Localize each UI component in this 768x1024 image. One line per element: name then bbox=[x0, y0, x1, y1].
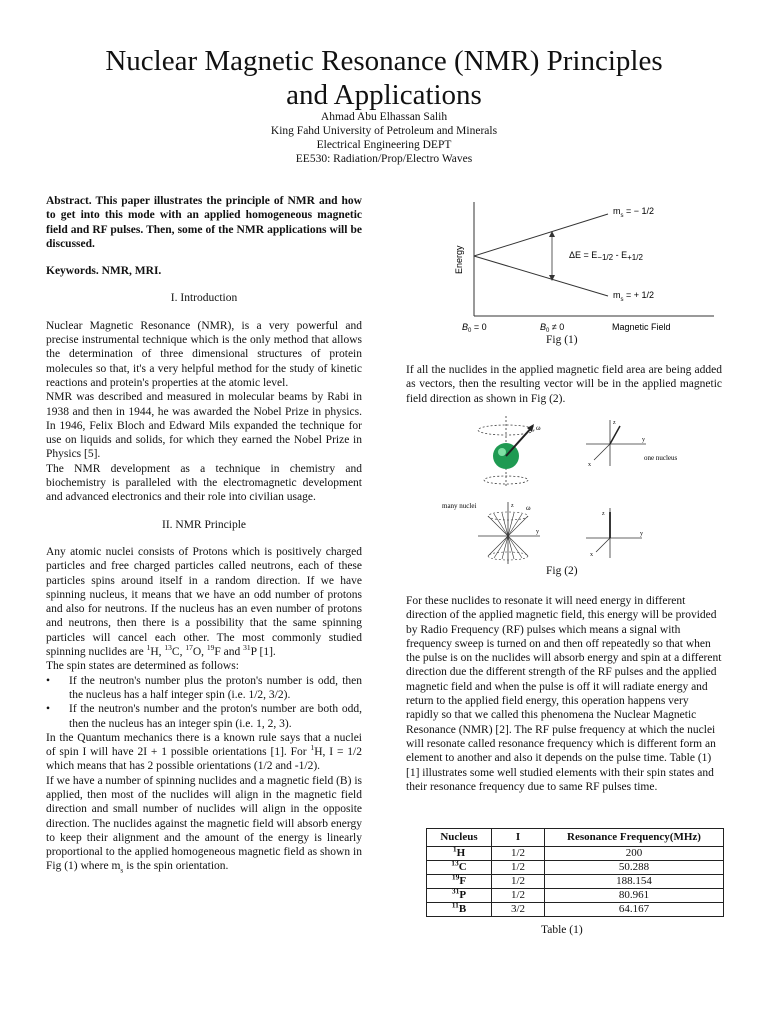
frequency-cell: 80.961 bbox=[545, 889, 724, 903]
lower-spin-label: $m_s$ = + 1/2 bbox=[613, 290, 655, 303]
spin-cell: 3/2 bbox=[492, 903, 545, 917]
abstract: Abstract. This paper illustrates the principle of NMR and how to get into this mode with an applied homogeneous magnetic field and RF pulses. Then, some of the NMR applications will be discussed. bbox=[46, 195, 362, 250]
author-block bbox=[0, 110, 768, 166]
title-line-1: Nuclear Magnetic Resonance (NMR) Principles bbox=[105, 45, 663, 77]
single-nucleus-axes bbox=[586, 420, 646, 468]
principle-paragraph: Any atomic nuclei consists of Protons which is positively charged particles and free charged particles called neutrons, each of these particles spins around itself in a random direction. If we have spinning nucleus, it means that we have an odd number of protons and also for neutrons. If the nucleus has an even number of protons and neutrons, then there is a possibility that the same spinning particles will cancel each other. The most commonly studied spinning nuclides are $^1$H, $^{13}$C, $^{17}$O, $^{19}$F and $^{31}$P [1]. bbox=[46, 545, 362, 659]
left-column bbox=[46, 194, 362, 874]
svg-text:y: y bbox=[640, 531, 643, 537]
section-heading-principle: II. NMR Principle bbox=[161, 518, 246, 531]
table-row bbox=[427, 861, 724, 875]
svg-text:x: x bbox=[588, 462, 591, 468]
svg-text:z: z bbox=[613, 420, 616, 426]
spin-vector bbox=[506, 426, 533, 456]
nuclide-symbol: O, bbox=[192, 646, 207, 659]
table-row bbox=[427, 875, 724, 889]
figure-2-caption: Fig (2) bbox=[546, 565, 578, 577]
column-header: Nucleus bbox=[427, 829, 492, 847]
list-item: • If the neutron's number plus the proton's number is odd, then the nucleus has a half integer spin (i.e. 1/2, 3/2). bbox=[46, 674, 362, 701]
course: EE530: Radiation/Prop/Electro Waves bbox=[295, 153, 473, 165]
intro-paragraph-2: NMR was described and measured in molecular beams by Rabi in 1938 and then in 1944, he was awarded the Nobel Prize in physics. In 1946, Felix Bloch and Edward Mils expanded the technique for use on liquids and solids, for which they earned the Nobel Prize in Physics [5]. bbox=[46, 391, 362, 461]
nuclide-symbol: H, bbox=[150, 646, 165, 659]
list-item: • If the neutron's number and the proton's number are both odd, then the nucleus has an integer spin (i.e. 1, 2, 3). bbox=[46, 703, 362, 730]
nuclide-mass-number: 13 bbox=[164, 643, 172, 653]
lower-energy-line bbox=[474, 256, 608, 296]
table-row bbox=[427, 903, 724, 917]
quantum-paragraph-1: In the Quantum mechanics there is a known rule says that a nuclei of spin I will have 2I + 1 possible orientations [1]. For $^1$H, I = 1/2 which means that has 2 possible orientations (1/2 and -1/2). bbox=[46, 731, 362, 773]
nuclide-list bbox=[146, 643, 276, 659]
figure-1-caption: Fig (1) bbox=[546, 334, 578, 346]
spin-cell: 1/2 bbox=[492, 889, 545, 903]
frequency-cell: 200 bbox=[545, 847, 724, 861]
svg-text:ω: ω bbox=[526, 504, 531, 512]
nuclide-mass-number: 19 bbox=[206, 643, 215, 653]
frequency-cell: 188.154 bbox=[545, 875, 724, 889]
svg-text:z: z bbox=[511, 503, 514, 509]
nuclide-mass-number: 17 bbox=[185, 643, 193, 653]
b0-zero-label: $B_0 = 0$ bbox=[462, 322, 487, 334]
table-header-row bbox=[427, 829, 724, 847]
svg-text:y: y bbox=[536, 529, 539, 535]
nuclide-symbol: C, bbox=[171, 646, 186, 659]
omega-label: ω bbox=[536, 424, 541, 432]
nucleus-cell: $^{11}$B bbox=[427, 903, 492, 917]
table-row bbox=[427, 889, 724, 903]
table-caption: Table (1) bbox=[541, 924, 583, 936]
nucleus-cell: $^{13}$C bbox=[427, 861, 492, 875]
nuclide-symbol: P [1]. bbox=[250, 646, 276, 659]
one-nucleus-label: one nucleus bbox=[644, 454, 678, 462]
svg-text:y: y bbox=[642, 437, 645, 443]
nuclide-symbol: F and bbox=[214, 646, 244, 659]
vectors-paragraph: If all the nuclides in the applied magnetic field area are being added as vectors, then the resulting vector will be in the applied magnetic field direction as shown in Fig (2). bbox=[406, 364, 722, 405]
nucleus-cell: $^{31}$P bbox=[427, 889, 492, 903]
intro-paragraph-1: Nuclear Magnetic Resonance (NMR), is a very powerful and precise instrumental technique which is the only method that allows the determination of three dimensional structures of protein molecules so that, it's a very helpful method for the study of kinetic reactions and protein's properties at the atomic level. bbox=[46, 319, 362, 389]
bullet-icon: • bbox=[46, 703, 51, 716]
spin-rules-list bbox=[46, 674, 362, 731]
figure-2-spin-vectors bbox=[436, 416, 706, 566]
delta-e-label: ΔE = E−1/2 - E+1/2 bbox=[569, 250, 643, 262]
spin-cell: 1/2 bbox=[492, 847, 545, 861]
nucleus-cell: $^1$H bbox=[427, 847, 492, 861]
table-row bbox=[427, 847, 724, 861]
section-heading-introduction: I. Introduction bbox=[170, 292, 238, 305]
resonance-table bbox=[426, 828, 724, 917]
field-axis-label: Magnetic Field bbox=[612, 322, 671, 332]
figure-1-energy-diagram bbox=[448, 196, 718, 336]
many-nuclei-label: many nuclei bbox=[442, 502, 477, 510]
frequency-cell: 64.167 bbox=[545, 903, 724, 917]
many-nuclei-cones bbox=[478, 502, 540, 564]
nuclide-mass-number: 1 bbox=[146, 643, 151, 653]
department: Electrical Engineering DEPT bbox=[316, 139, 452, 151]
column-header: Resonance Frequency(MHz) bbox=[545, 829, 724, 847]
svg-text:z: z bbox=[602, 511, 605, 517]
paper-title bbox=[0, 44, 768, 112]
nucleus-cell: $^{19}$F bbox=[427, 875, 492, 889]
svg-text:x: x bbox=[590, 552, 593, 558]
spin-cell: 1/2 bbox=[492, 861, 545, 875]
quantum-paragraph-2: If we have a number of spinning nuclides and a magnetic field (B) is applied, then most of the nuclides will align in the magnetic field direction and small number of nuclides will align in the opposite direction. The nuclides against the magnetic field will absorb energy to keep their alignment and the amount of the energy is linearly proportional to the applied homogeneous magnetic field as shown in Fig (1) where $m_s$ is the spin orientation. bbox=[46, 774, 362, 875]
b0-nonzero-label: $B_0 \ne 0$ bbox=[540, 322, 565, 334]
spin-intro: The spin states are determined as follows: bbox=[46, 660, 239, 673]
frequency-cell: 50.288 bbox=[545, 861, 724, 875]
intro-paragraph-3: The NMR development as a technique in chemistry and biochemistry is paralleled with the electromagnetic development and advanced electronics and their role into civilian usage. bbox=[46, 462, 362, 504]
nuclide-mass-number: 31 bbox=[243, 643, 251, 653]
author-name: Ahmad Abu Elhassan Salih bbox=[320, 111, 448, 123]
spin-cell: 1/2 bbox=[492, 875, 545, 889]
affiliation: King Fahd University of Petroleum and Minerals bbox=[270, 125, 498, 137]
net-magnetization-axes bbox=[586, 508, 643, 558]
energy-axis-label: Energy bbox=[454, 245, 464, 274]
bullet-icon: • bbox=[46, 674, 51, 687]
upper-spin-label: $m_s$ = − 1/2 bbox=[613, 206, 655, 219]
keywords: Keywords. NMR, MRI. bbox=[46, 265, 162, 278]
title-line-2: and Applications bbox=[286, 79, 482, 111]
resonance-paragraph: For these nuclides to resonate it will need energy in different direction of the applied magnetic field, this energy will be provided by Radio Frequency (RF) pulses which means a signal with frequency sweep is turned on and then off repeatedly so that when the pulse is on the nuclides will absorb energy and spin at a different direction due the different strength of the RF pulses and the applied magnetic field and when the pulse is off it will radiate energy and return to the applied field energy, this operation happens very rapidly so that we called this phenomena the Nuclear Magnetic Resonance (NMR) [2]. The RF pulse frequency at which the nuclei will resonate called resonance frequency which is different form an element to another and also it depends on the pulse time. Table (1) [1] illustrates some well studied elements with their spin states and their resonance frequency due to same RF pulses time. bbox=[406, 595, 722, 793]
column-header: I bbox=[492, 829, 545, 847]
table-body bbox=[427, 844, 724, 917]
